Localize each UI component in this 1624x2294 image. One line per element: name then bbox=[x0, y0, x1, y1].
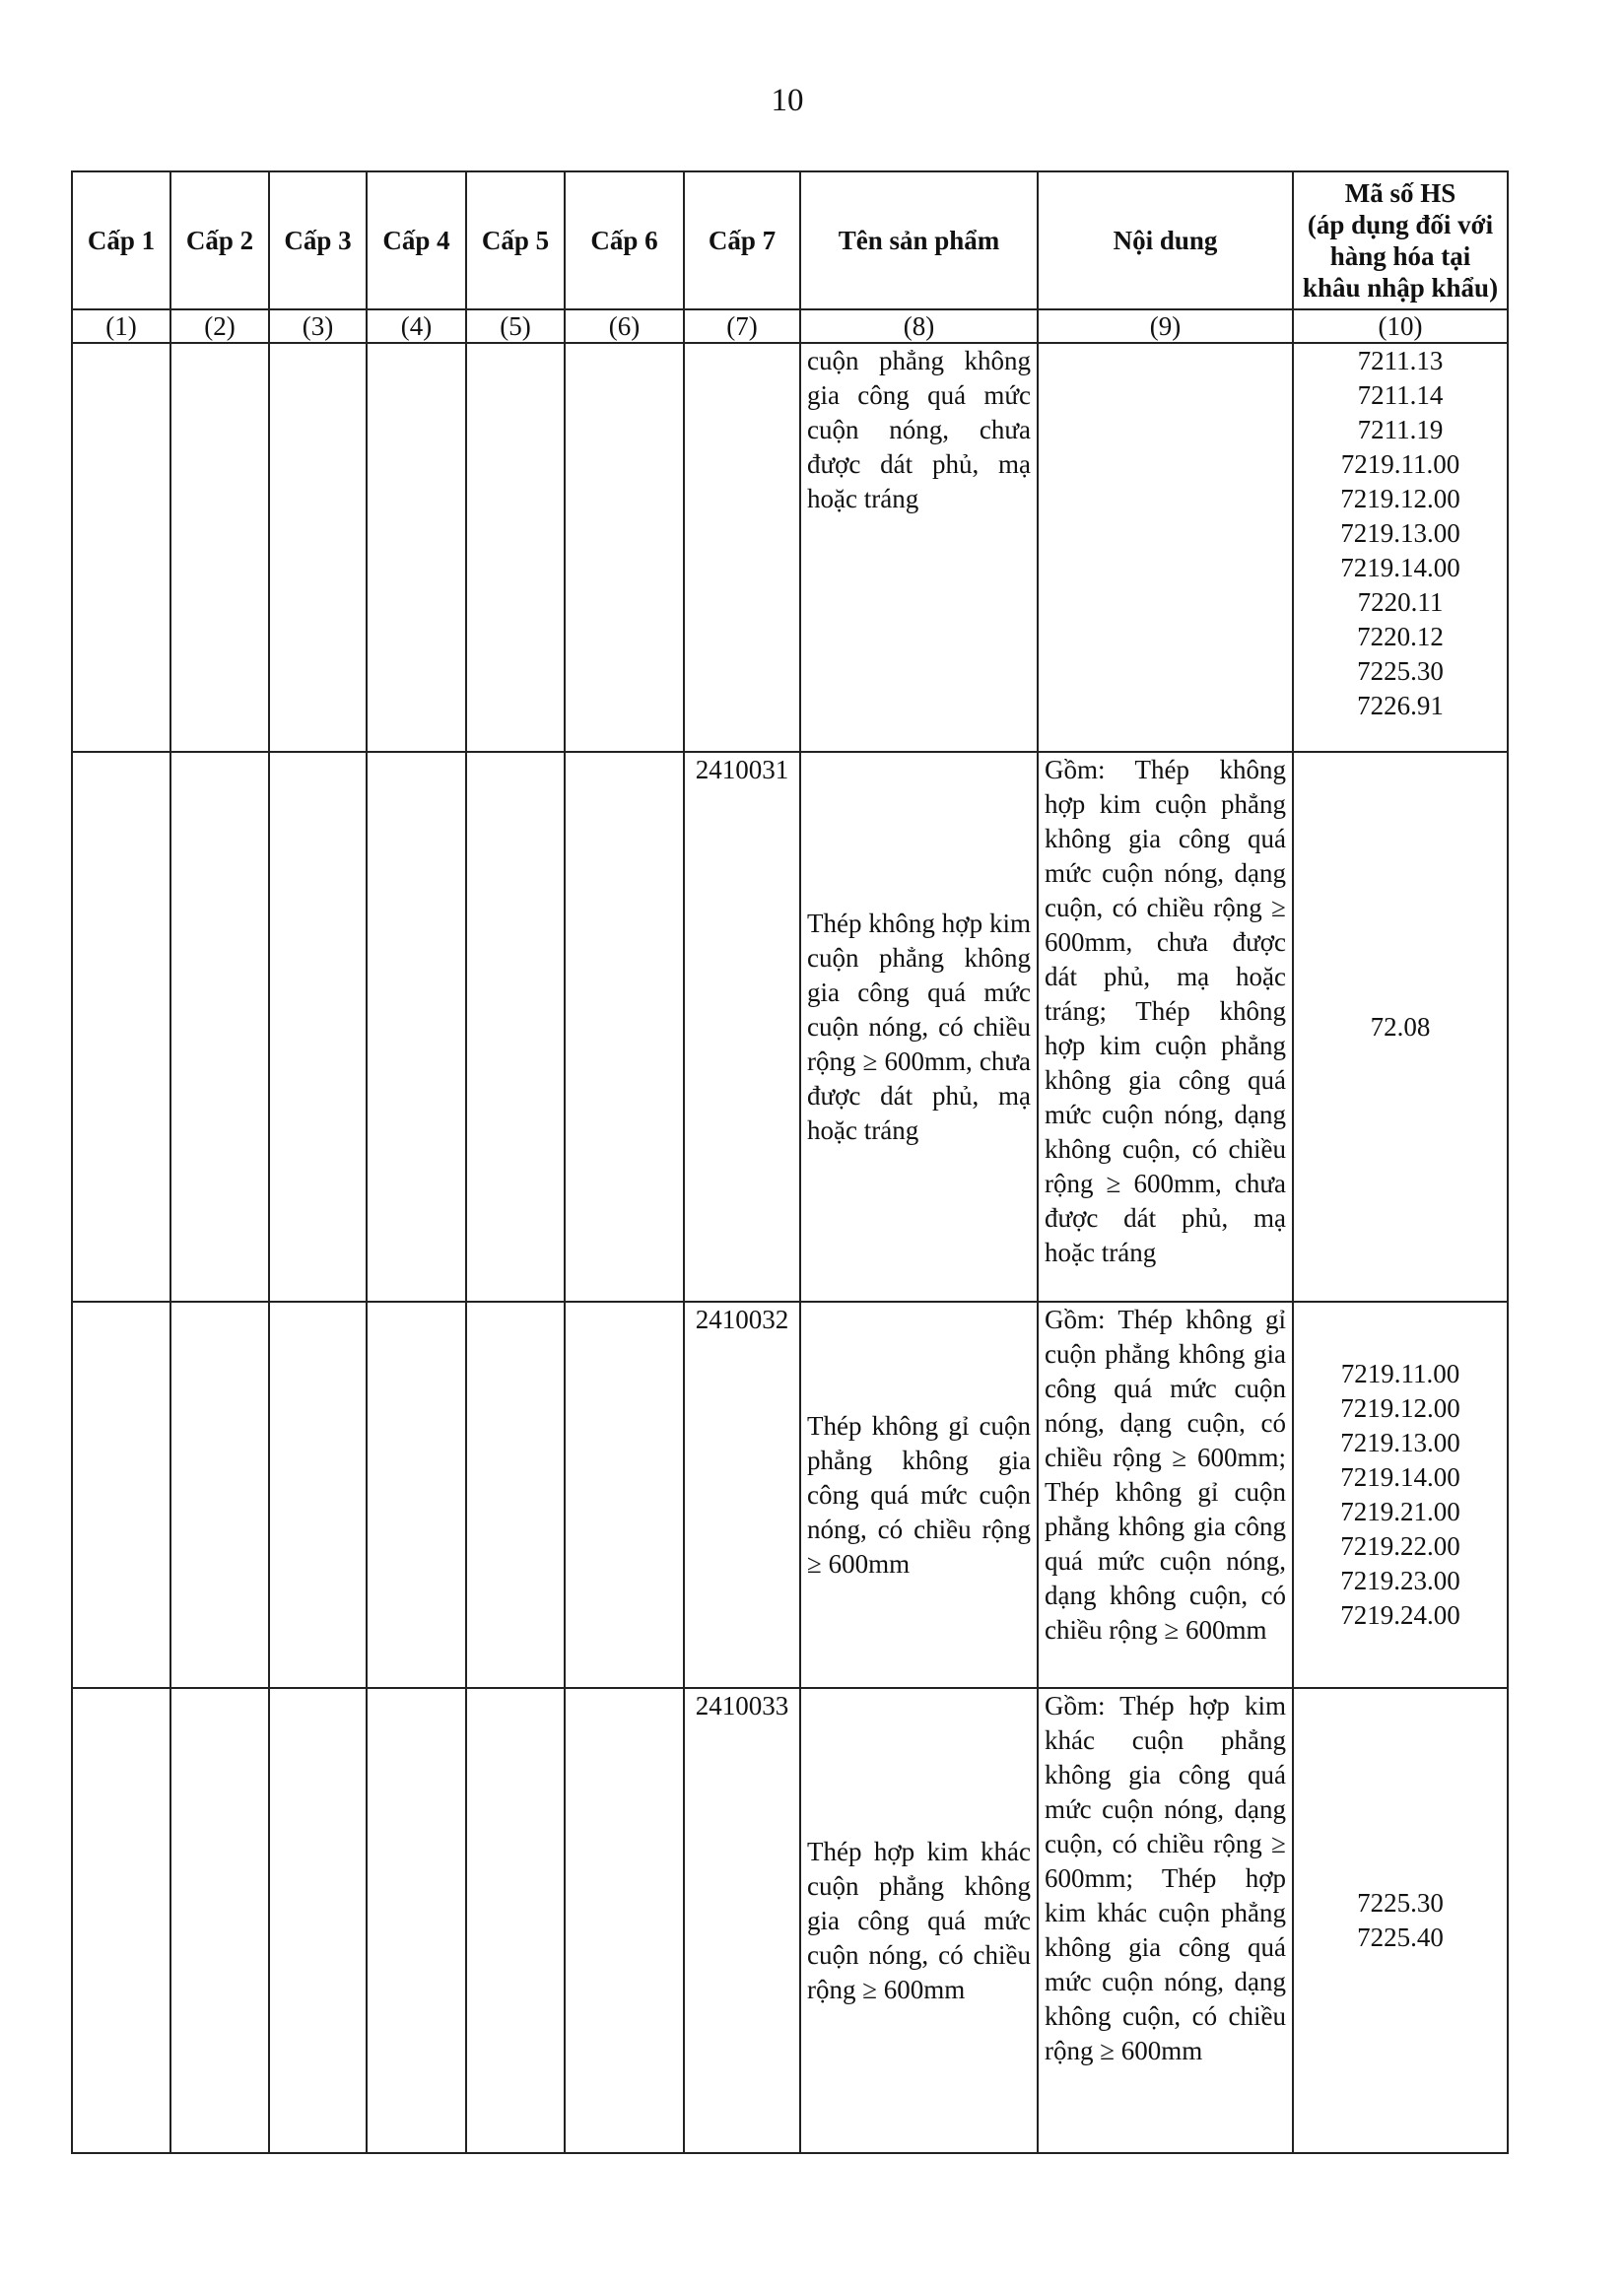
cap-4-cell bbox=[367, 1302, 466, 1688]
header-cap-3: Cấp 3 bbox=[269, 171, 367, 309]
product-name: Thép không gỉ cuộn phẳng không gia công quá mức cuộn nóng, có chiều rộng ≥ 600mm bbox=[800, 1302, 1038, 1688]
column-number: (7) bbox=[684, 309, 800, 343]
hs-code: 7219.13.00 bbox=[1340, 1428, 1460, 1457]
page-number: 10 bbox=[771, 83, 804, 118]
cap-5-cell bbox=[466, 1302, 565, 1688]
cap-3-cell bbox=[269, 752, 367, 1302]
column-number: (6) bbox=[565, 309, 684, 343]
product-content: Gồm: Thép hợp kim khác cuộn phẳng không gia công quá mức cuộn nóng, dạng cuộn, có chiều rộng ≥ 600mm; Thép hợp kim khác cuộn phẳng không gia công quá mức cuộn nóng, dạng không cuộn, có chiều rộng ≥ 600mm bbox=[1038, 1688, 1293, 2153]
hs-code-list bbox=[1293, 1302, 1508, 1688]
hs-code: 7211.13 bbox=[1357, 346, 1444, 375]
cap-1-cell bbox=[72, 752, 170, 1302]
cap-1-cell bbox=[72, 343, 170, 752]
column-number-row bbox=[72, 309, 1508, 343]
hs-header-line: khâu nhập khẩu) bbox=[1302, 273, 1499, 303]
column-number: (1) bbox=[72, 309, 170, 343]
header-cap-1: Cấp 1 bbox=[72, 171, 170, 309]
hs-code-list bbox=[1293, 752, 1508, 1302]
cap-3-cell bbox=[269, 1302, 367, 1688]
hs-code: 7219.11.00 bbox=[1340, 449, 1460, 479]
product-name: Thép không hợp kim cuộn phẳng không gia công quá mức cuộn nóng, có chiều rộng ≥ 600mm, chưa được dát phủ, mạ hoặc tráng bbox=[800, 752, 1038, 1302]
column-number: (2) bbox=[170, 309, 269, 343]
hs-code: 7211.19 bbox=[1357, 415, 1444, 444]
cap-4-cell bbox=[367, 1688, 466, 2153]
hs-code-list bbox=[1293, 343, 1508, 752]
cap-5-cell bbox=[466, 752, 565, 1302]
product-content: Gồm: Thép không hợp kim cuộn phẳng không gia công quá mức cuộn nóng, dạng cuộn, có chiều rộng ≥ 600mm, chưa được dát phủ, mạ hoặc tráng; Thép không hợp kim cuộn phẳng không gia công quá mức cuộn nóng, dạng không cuộn, có chiều rộng ≥ 600mm, chưa được dát phủ, mạ hoặc tráng bbox=[1038, 752, 1293, 1302]
hs-code: 7219.11.00 bbox=[1340, 1359, 1460, 1388]
hs-header-line: Mã số HS bbox=[1344, 178, 1456, 208]
hs-code: 72.08 bbox=[1370, 1011, 1431, 1042]
cap-3-cell bbox=[269, 343, 367, 752]
table-row bbox=[72, 1688, 1508, 2153]
table-row bbox=[72, 1302, 1508, 1688]
header-hs-code bbox=[1293, 171, 1508, 309]
column-number: (4) bbox=[367, 309, 466, 343]
cap-1-cell bbox=[72, 1302, 170, 1688]
cap-1-cell bbox=[72, 1688, 170, 2153]
cap-6-cell bbox=[565, 1688, 684, 2153]
hs-code: 7225.30 bbox=[1357, 1888, 1444, 1918]
header-product-name: Tên sản phẩm bbox=[800, 171, 1038, 309]
hs-code: 7226.91 bbox=[1357, 691, 1444, 720]
cap-2-cell bbox=[170, 1302, 269, 1688]
hs-header-line: hàng hóa tại bbox=[1329, 241, 1471, 271]
product-content bbox=[1038, 343, 1293, 752]
cap-2-cell bbox=[170, 343, 269, 752]
column-number: (9) bbox=[1038, 309, 1293, 343]
cap-6-cell bbox=[565, 1302, 684, 1688]
hs-code: 7219.12.00 bbox=[1340, 1393, 1460, 1423]
product-code: 2410033 bbox=[684, 1688, 800, 2153]
header-content: Nội dung bbox=[1038, 171, 1293, 309]
cap-5-cell bbox=[466, 343, 565, 752]
hs-code: 7211.14 bbox=[1357, 380, 1444, 410]
product-code: 2410032 bbox=[684, 1302, 800, 1688]
header-cap-4: Cấp 4 bbox=[367, 171, 466, 309]
table-row bbox=[72, 343, 1508, 752]
hs-code: 7219.22.00 bbox=[1340, 1531, 1460, 1561]
hs-code: 7219.13.00 bbox=[1340, 518, 1460, 548]
cap-4-cell bbox=[367, 752, 466, 1302]
product-code: 2410031 bbox=[684, 752, 800, 1302]
hs-code-list bbox=[1293, 1688, 1508, 2153]
product-name: Thép hợp kim khác cuộn phẳng không gia công quá mức cuộn nóng, có chiều rộng ≥ 600mm bbox=[800, 1688, 1038, 2153]
header-cap-7: Cấp 7 bbox=[684, 171, 800, 309]
cap-4-cell bbox=[367, 343, 466, 752]
column-number: (8) bbox=[800, 309, 1038, 343]
cap-5-cell bbox=[466, 1688, 565, 2153]
hs-code: 7225.30 bbox=[1357, 656, 1444, 686]
cap-6-cell bbox=[565, 752, 684, 1302]
header-cap-2: Cấp 2 bbox=[170, 171, 269, 309]
product-classification-table bbox=[71, 170, 1509, 2154]
hs-code: 7219.23.00 bbox=[1340, 1566, 1460, 1595]
hs-code: 7219.21.00 bbox=[1340, 1497, 1460, 1526]
header-cap-6: Cấp 6 bbox=[565, 171, 684, 309]
table-row bbox=[72, 752, 1508, 1302]
cap-6-cell bbox=[565, 343, 684, 752]
cap-2-cell bbox=[170, 1688, 269, 2153]
product-code bbox=[684, 343, 800, 752]
hs-code: 7219.12.00 bbox=[1340, 484, 1460, 513]
column-number: (5) bbox=[466, 309, 565, 343]
product-name: cuộn phẳng không gia công quá mức cuộn nóng, chưa được dát phủ, mạ hoặc tráng bbox=[800, 343, 1038, 752]
cap-2-cell bbox=[170, 752, 269, 1302]
hs-code: 7219.14.00 bbox=[1340, 553, 1460, 582]
hs-code: 7220.11 bbox=[1357, 587, 1444, 617]
header-row bbox=[72, 171, 1508, 309]
hs-code: 7219.14.00 bbox=[1340, 1462, 1460, 1492]
hs-code: 7225.40 bbox=[1357, 1923, 1444, 1952]
product-content: Gồm: Thép không gỉ cuộn phẳng không gia công quá mức cuộn nóng, dạng cuộn, có chiều rộng ≥ 600mm; Thép không gỉ cuộn phẳng không gia công quá mức cuộn nóng, dạng không cuộn, có chiều rộng ≥ 600mm bbox=[1038, 1302, 1293, 1688]
column-number: (3) bbox=[269, 309, 367, 343]
hs-code: 7219.24.00 bbox=[1340, 1600, 1460, 1630]
column-number: (10) bbox=[1293, 309, 1508, 343]
hs-code: 7220.12 bbox=[1357, 622, 1444, 651]
header-cap-5: Cấp 5 bbox=[466, 171, 565, 309]
cap-3-cell bbox=[269, 1688, 367, 2153]
hs-header-line: (áp dụng đối với bbox=[1307, 210, 1494, 239]
